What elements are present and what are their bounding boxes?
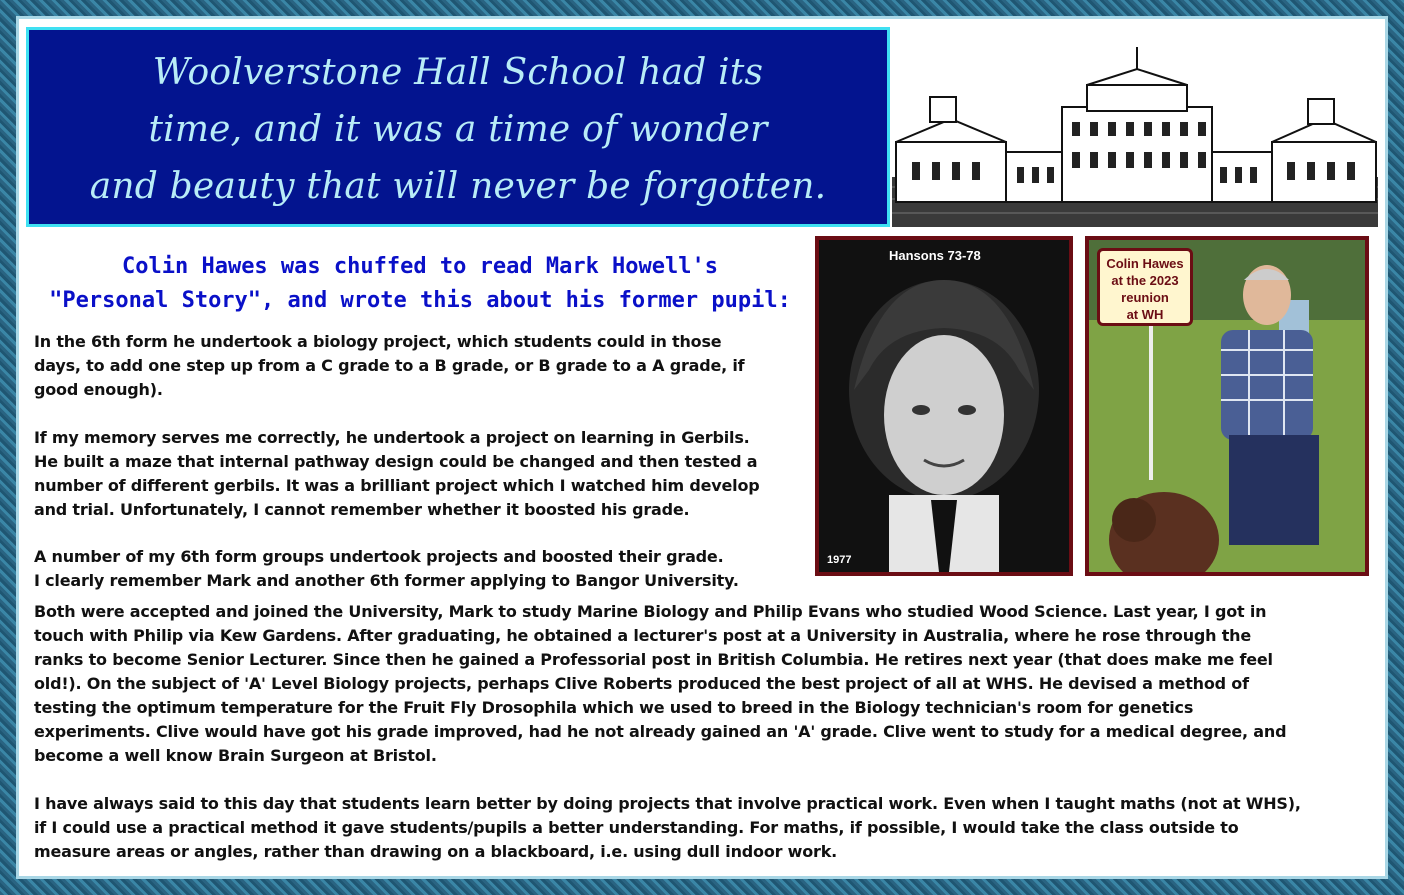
reunion-photo xyxy=(1085,236,1369,576)
portrait-photo-1977 xyxy=(815,236,1073,576)
header-quote: Woolverstone Hall School had its time, and it was a time of wonder and beauty that will never be forgotten. xyxy=(89,52,827,207)
paragraph-1: In the 6th form he undertook a biology project, which students could in those days, to add one step up from a C grade to a B grade, or B grade to a A grade, if good enough). xyxy=(34,332,745,399)
header-quote-banner xyxy=(26,27,890,227)
paragraph-2: If my memory serves me correctly, he undertook a project on learning in Gerbils. He built a maze that internal pathway design could be changed and then tested a number of different gerbils. It was a brilliant project which I watched him develop and trial. Unfortunately, I cannot remember whether it boosted his grade. xyxy=(34,428,760,519)
photo-caption: Hansons 73-78 xyxy=(889,248,981,263)
paragraph-4: Both were accepted and joined the University, Mark to study Marine Biology and Philip Evans who studied Wood Science. Last year, I got in touch with Philip via Kew Gardens. After graduating, he obtained a lecturer's post at a University in Australia, where he rose through the ranks to become Senior Lecturer. Since then he gained a Professorial post in British Columbia. He retires next year (that does make me feel old!). On the subject of 'A' Level Biology projects, perhaps Clive Roberts produced the best project of all at WHS. He devised a method of testing the optimum temperature for the Fruit Fly Drosophila which we used to breed in the Biology technician's room for genetics experiments. Clive would have got his grade improved, had he not already gained an 'A' grade. Clive went to study for a medical degree, and become a well know Brain Surgeon at Bristol. xyxy=(34,602,1287,765)
reunion-badge: Colin Hawes at the 2023 reunion at WH xyxy=(1097,248,1193,326)
paragraph-5: I have always said to this day that students learn better by doing projects that involve practical work. Even when I taught maths (not at WHS), if I could use a practical method it gave students/pupils a better understanding. For maths, if possible, I would take the class outside to measure areas or angles, rather than drawing on a blackboard, i.e. using dull indoor work. xyxy=(34,794,1301,861)
school-building-illustration xyxy=(892,27,1378,227)
article-title: Colin Hawes was chuffed to read Mark Howell's "Personal Story", and wrote this about his former pupil: xyxy=(49,254,791,313)
photo-year: 1977 xyxy=(827,554,852,566)
paragraph-3: A number of my 6th form groups undertook projects and boosted their grade. I clearly remember Mark and another 6th former applying to Bangor University. xyxy=(34,547,739,590)
